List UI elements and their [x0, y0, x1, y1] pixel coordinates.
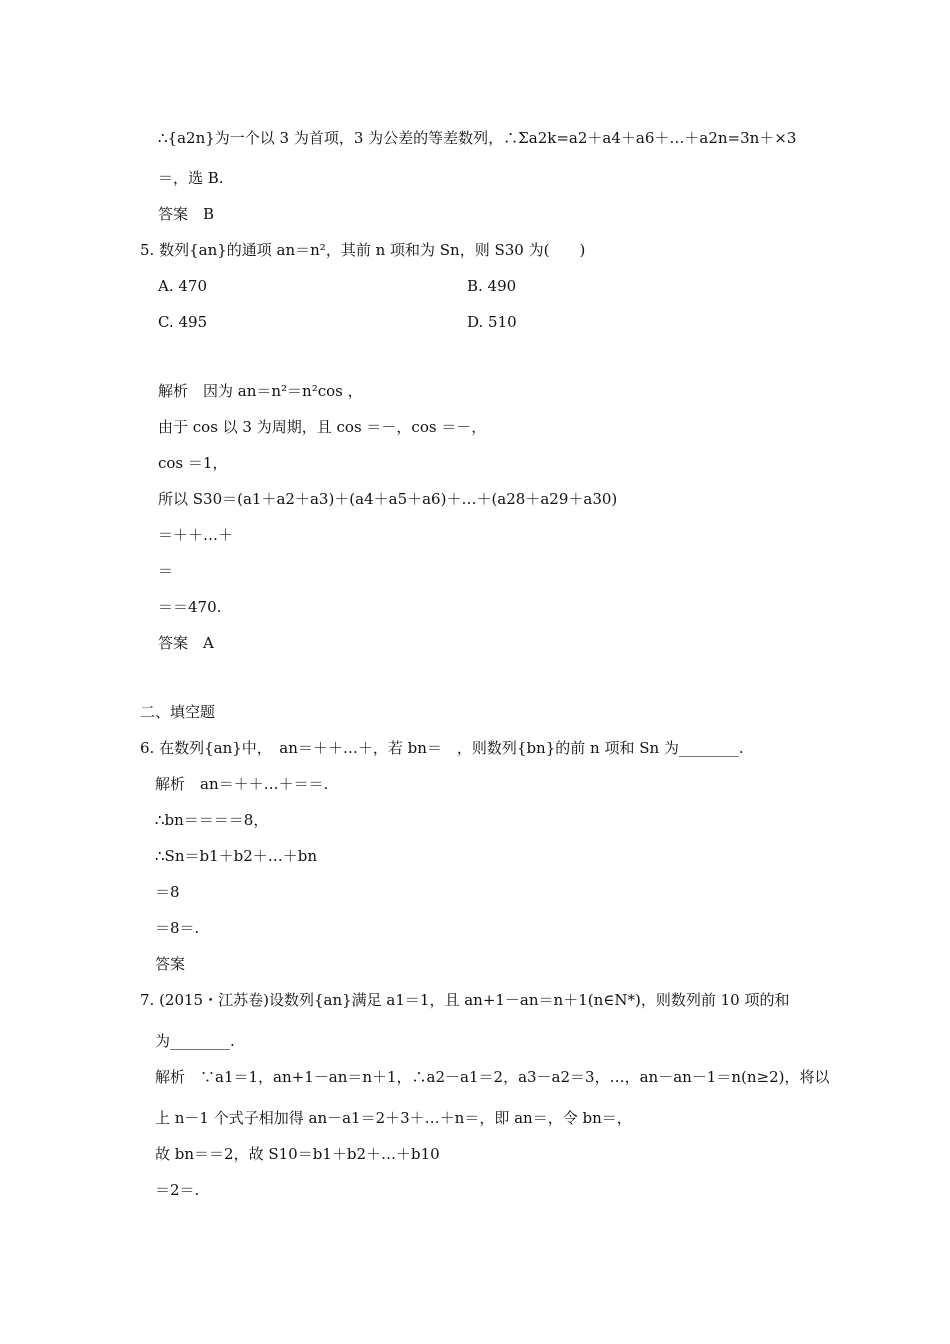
- answer-line: 答案: [155, 955, 186, 973]
- solution-line: cos ＝1，: [158, 454, 228, 472]
- question-7-stem-continued: 为________.: [155, 1032, 235, 1050]
- solution-line: 故 bn＝＝2，故 S10＝b1＋b2＋…＋b10: [155, 1145, 440, 1163]
- section-heading: 二、填空题: [140, 703, 216, 721]
- answer-line: 答案 B: [158, 205, 215, 223]
- solution-line: 解析 an＝＋＋…＋＝＝.: [155, 775, 329, 793]
- solution-line: 由于 cos 以 3 为周期，且 cos ＝－，cos ＝－，: [158, 418, 487, 436]
- solution-line: ∴{a2n}为一个以 3 为首项，3 为公差的等差数列，∴Σa2k=a2＋a4＋a6＋…＋a2n=3n＋×3: [158, 129, 797, 147]
- answer-line: 答案 A: [158, 634, 214, 652]
- question-6-stem: 6. 在数列{an}中， an＝＋＋…＋，若 bn＝ ，则数列{bn}的前 n 项和 Sn 为________.: [140, 739, 744, 757]
- option-d: D. 510: [467, 313, 517, 331]
- solution-line: ∴bn＝＝＝＝8，: [155, 811, 269, 829]
- option-b: B. 490: [467, 277, 517, 295]
- question-7-stem: 7. (2015・江苏卷)设数列{an}满足 a1＝1，且 an+1－an＝n＋1(n∈N*)，则数列前 10 项的和: [140, 991, 790, 1009]
- solution-line: ＝8: [155, 883, 180, 901]
- solution-line: ＝＋＋…＋: [158, 526, 234, 544]
- option-c: C. 495: [158, 313, 208, 331]
- solution-line: ＝: [158, 562, 174, 580]
- solution-line: ∴Sn＝b1＋b2＋…＋bn: [155, 847, 318, 865]
- solution-line: ＝，选 B.: [158, 169, 224, 187]
- solution-line: 解析 因为 an＝n²＝n²cos ，: [158, 382, 363, 400]
- solution-line: 所以 S30＝(a1＋a2＋a3)＋(a4＋a5＋a6)＋…＋(a28＋a29＋a30): [158, 490, 618, 508]
- solution-line: ＝＝470.: [158, 598, 222, 616]
- solution-line: 上 n－1 个式子相加得 an－a1＝2＋3＋…＋n＝，即 an＝，令 bn＝，: [155, 1109, 632, 1127]
- solution-line: ＝2＝.: [155, 1181, 200, 1199]
- option-a: A. 470: [158, 277, 207, 295]
- solution-line: ＝8＝.: [155, 919, 200, 937]
- question-5-stem: 5. 数列{an}的通项 an＝n²，其前 n 项和为 Sn，则 S30 为( ): [140, 241, 586, 259]
- solution-line: 解析 ∵a1＝1，an+1－an＝n＋1，∴a2－a1＝2，a3－a2＝3，…，an－an－1＝n(n≥2)，将以: [155, 1068, 830, 1086]
